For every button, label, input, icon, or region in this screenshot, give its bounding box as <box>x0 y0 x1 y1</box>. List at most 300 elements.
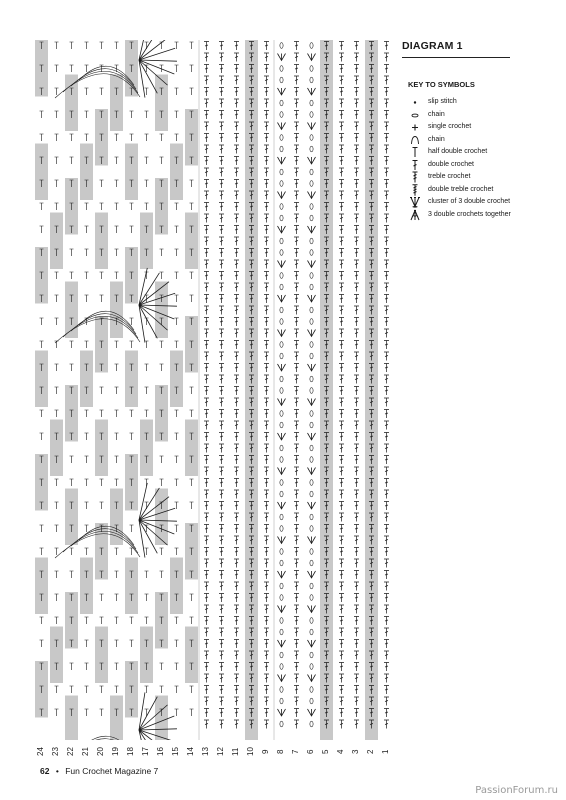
stitch-mark <box>145 571 149 578</box>
dc-mark <box>294 249 299 258</box>
dc-mark <box>264 513 269 522</box>
cluster-mark <box>308 261 316 268</box>
stitch-mark <box>175 617 179 624</box>
dc-mark <box>234 364 239 373</box>
dc-mark <box>384 318 389 327</box>
dc-mark <box>234 283 239 292</box>
stitch-mark <box>190 617 194 624</box>
stitch-mark <box>100 387 104 394</box>
dc-mark <box>354 42 359 51</box>
stitch-mark <box>70 272 74 279</box>
dc-mark <box>204 283 209 292</box>
cluster-mark <box>278 364 286 371</box>
row-number: 13 <box>201 747 210 757</box>
dc-mark <box>339 594 344 603</box>
stitch-mark <box>55 364 59 371</box>
dc-mark <box>294 76 299 85</box>
dc-mark <box>219 65 224 74</box>
dc-mark <box>264 640 269 649</box>
stitch-mark <box>55 617 59 624</box>
dc-mark <box>204 456 209 465</box>
row-number: 2 <box>366 749 375 755</box>
dc-mark <box>294 168 299 177</box>
dc-mark <box>264 145 269 154</box>
stitch-mark <box>85 42 89 49</box>
chain-mark <box>310 560 313 566</box>
dc-mark <box>354 456 359 465</box>
stitch-mark <box>55 571 59 578</box>
dc-mark <box>339 605 344 614</box>
cluster-mark <box>278 226 286 233</box>
dc-mark <box>264 157 269 166</box>
chain-mark <box>310 112 313 118</box>
stitch-mark <box>100 479 104 486</box>
dc-mark <box>339 709 344 718</box>
dc-mark <box>354 237 359 246</box>
key-label: chain <box>428 135 445 143</box>
dc-mark <box>294 134 299 143</box>
stitch-mark <box>115 571 119 578</box>
stitch-mark <box>190 479 194 486</box>
dc-mark <box>354 548 359 557</box>
stitch-mark <box>160 548 164 555</box>
row-number: 24 <box>36 747 45 757</box>
stitch-mark <box>55 65 59 72</box>
dc-mark <box>354 226 359 235</box>
dc-mark <box>384 203 389 212</box>
cluster-mark <box>278 261 286 268</box>
dc-mark <box>339 479 344 488</box>
stitch-mark <box>130 525 134 532</box>
row-number: 21 <box>81 747 90 757</box>
dc-mark <box>264 502 269 511</box>
stitch-mark <box>85 663 89 670</box>
dc-mark <box>339 582 344 591</box>
cluster-mark <box>308 640 316 647</box>
dc-mark <box>384 651 389 660</box>
cluster-mark <box>308 433 316 440</box>
dc-mark <box>294 329 299 338</box>
dc-mark <box>384 502 389 511</box>
dc-mark <box>294 456 299 465</box>
dc-mark <box>294 111 299 120</box>
dc-mark <box>204 111 209 120</box>
stitch-mark <box>55 180 59 187</box>
stitch-mark <box>115 42 119 49</box>
chain-mark <box>310 583 313 589</box>
dc-mark <box>204 605 209 614</box>
dc-mark <box>204 168 209 177</box>
dc-mark <box>384 352 389 361</box>
row-number: 23 <box>51 747 60 757</box>
dc-mark <box>219 260 224 269</box>
dc-mark <box>219 76 224 85</box>
dc-mark <box>384 122 389 131</box>
dc-mark <box>354 249 359 258</box>
dc-mark <box>339 571 344 580</box>
stitch-mark <box>70 364 74 371</box>
stitch-mark <box>145 617 149 624</box>
stitch-mark <box>40 111 44 118</box>
chain-mark <box>280 721 283 727</box>
dc-mark <box>384 237 389 246</box>
stitch-mark <box>115 686 119 693</box>
dc-mark <box>339 513 344 522</box>
stitch-mark <box>115 617 119 624</box>
stitch-mark <box>115 272 119 279</box>
stitch-mark <box>40 410 44 417</box>
key-item-3dc-together <box>402 209 522 222</box>
stitch-mark <box>85 502 89 509</box>
dc-mark <box>204 548 209 557</box>
stitch-mark <box>190 410 194 417</box>
dc-mark <box>219 42 224 51</box>
dc-mark <box>294 628 299 637</box>
stitch-mark <box>190 42 194 49</box>
dc-mark <box>384 375 389 384</box>
dc-mark <box>384 53 389 62</box>
key-item-single-crochet <box>402 121 522 134</box>
dc-mark <box>264 249 269 258</box>
dc-mark <box>384 605 389 614</box>
chain-mark <box>280 411 283 417</box>
stitch-mark <box>115 594 119 601</box>
dc-mark <box>264 479 269 488</box>
dc-mark <box>384 341 389 350</box>
stitch-mark <box>145 686 149 693</box>
dc-mark <box>354 559 359 568</box>
chain-mark <box>310 445 313 451</box>
stitch-mark <box>145 203 149 210</box>
dc-mark <box>219 674 224 683</box>
dc-mark <box>354 640 359 649</box>
dc-mark <box>234 709 239 718</box>
cluster-mark <box>278 399 286 406</box>
dc-mark <box>264 260 269 269</box>
stitch-mark <box>175 134 179 141</box>
dc-mark <box>234 479 239 488</box>
dc-mark <box>384 697 389 706</box>
dc-mark <box>204 203 209 212</box>
dc-mark <box>234 421 239 430</box>
dc-mark <box>264 99 269 108</box>
dc-mark <box>234 260 239 269</box>
dc-mark <box>264 318 269 327</box>
dc-mark <box>219 421 224 430</box>
dc-mark <box>339 628 344 637</box>
chain-mark <box>280 112 283 118</box>
dc-mark <box>384 640 389 649</box>
stitch-mark <box>85 295 89 302</box>
dc-mark <box>219 479 224 488</box>
dc-mark <box>339 42 344 51</box>
dc-mark <box>294 88 299 97</box>
dc-mark <box>234 203 239 212</box>
dc-mark <box>204 318 209 327</box>
chain-mark <box>280 652 283 658</box>
dc-mark <box>354 272 359 281</box>
diagram-title: DIAGRAM 1 <box>402 40 463 52</box>
chain-loop <box>71 739 136 740</box>
chain-mark <box>280 698 283 704</box>
cluster-mark <box>278 88 286 95</box>
dc-mark <box>264 341 269 350</box>
stitch-mark <box>55 387 59 394</box>
stitch-mark <box>115 341 119 348</box>
stitch-mark <box>55 157 59 164</box>
chain-mark <box>280 250 283 256</box>
dc-mark <box>354 99 359 108</box>
dc-mark <box>204 490 209 499</box>
dc-mark <box>354 180 359 189</box>
dc-mark <box>204 157 209 166</box>
dc-mark <box>219 663 224 672</box>
dc-mark <box>264 387 269 396</box>
cluster-mark <box>278 433 286 440</box>
key-label: half double crochet <box>428 148 488 155</box>
dc-mark <box>294 433 299 442</box>
row-number: 19 <box>111 747 120 757</box>
stitch-mark <box>85 249 89 256</box>
dc-mark <box>294 398 299 407</box>
dc-mark <box>234 513 239 522</box>
cluster-mark <box>278 330 286 337</box>
dc-mark <box>339 88 344 97</box>
stitch-mark <box>85 111 89 118</box>
footer-bullet: • <box>55 766 59 776</box>
dc-mark <box>219 168 224 177</box>
dc-mark <box>384 674 389 683</box>
dc-mark <box>219 249 224 258</box>
dc-mark <box>354 111 359 120</box>
dc-mark <box>264 697 269 706</box>
dc-mark <box>354 479 359 488</box>
chain-mark <box>280 100 283 106</box>
stitch-mark <box>55 479 59 486</box>
cluster-3dc-icon <box>408 196 422 209</box>
chain-mark <box>310 664 313 670</box>
key-label: treble crochet <box>428 173 471 180</box>
stitch-mark <box>130 203 134 210</box>
cluster-mark <box>308 192 316 199</box>
dc-mark <box>354 122 359 131</box>
dc-mark <box>219 536 224 545</box>
dc-mark <box>234 42 239 51</box>
dc-mark <box>339 617 344 626</box>
dc-mark <box>354 53 359 62</box>
dc-mark <box>384 628 389 637</box>
fan-stitch <box>139 48 175 60</box>
dc-mark <box>264 490 269 499</box>
stitch-mark <box>175 663 179 670</box>
dc-mark <box>294 283 299 292</box>
dc-mark <box>294 214 299 223</box>
stitch-mark <box>85 525 89 532</box>
dc-mark <box>219 283 224 292</box>
dc-mark <box>264 191 269 200</box>
stitch-mark <box>55 525 59 532</box>
dc-mark <box>219 594 224 603</box>
stitch-mark <box>55 295 59 302</box>
dc-mark <box>384 433 389 442</box>
dc-mark <box>264 444 269 453</box>
stitch-mark <box>85 709 89 716</box>
dc-mark <box>234 111 239 120</box>
dc-mark <box>339 651 344 660</box>
dc-mark <box>204 191 209 200</box>
dc-mark <box>219 697 224 706</box>
dc-mark <box>264 306 269 315</box>
dc-mark <box>384 709 389 718</box>
dc-mark <box>339 410 344 419</box>
dc-mark <box>339 157 344 166</box>
key-label: double treble crochet <box>428 185 494 193</box>
dc-mark <box>234 341 239 350</box>
row-number: 8 <box>276 749 285 755</box>
dc-mark <box>219 145 224 154</box>
dc-mark <box>384 295 389 304</box>
dc-mark <box>294 180 299 189</box>
dc-mark <box>294 65 299 74</box>
chain-mark <box>280 319 283 325</box>
dc-mark <box>264 467 269 476</box>
cluster-mark <box>308 157 316 164</box>
dc-mark <box>339 559 344 568</box>
stitch-mark <box>130 410 134 417</box>
dc-mark <box>264 663 269 672</box>
dc-mark <box>264 42 269 51</box>
dc-mark <box>204 467 209 476</box>
dc-mark <box>264 433 269 442</box>
dc-mark <box>384 398 389 407</box>
dc-mark <box>204 65 209 74</box>
dc-mark <box>204 628 209 637</box>
stitch-mark <box>55 548 59 555</box>
dc-mark <box>204 697 209 706</box>
stitch-mark <box>190 88 194 95</box>
chain-mark <box>280 629 283 635</box>
stitch-mark <box>145 111 149 118</box>
stitch-mark <box>115 663 119 670</box>
stitch-mark <box>145 180 149 187</box>
dc-mark <box>354 663 359 672</box>
chain-mark <box>280 549 283 555</box>
stitch-mark <box>100 180 104 187</box>
dc-mark <box>234 398 239 407</box>
dc-mark <box>339 525 344 534</box>
dc-mark <box>219 122 224 131</box>
dc-mark <box>294 651 299 660</box>
dc-mark <box>354 157 359 166</box>
stitch-mark <box>130 433 134 440</box>
dc-mark <box>354 145 359 154</box>
stitch-mark <box>100 617 104 624</box>
stitch-mark <box>175 709 179 716</box>
dc-mark <box>234 559 239 568</box>
cluster-mark <box>278 606 286 613</box>
dc-mark <box>354 352 359 361</box>
dc-mark <box>234 467 239 476</box>
stitch-mark <box>175 410 179 417</box>
stitch-mark <box>175 525 179 532</box>
dc-mark <box>264 617 269 626</box>
dc-mark <box>204 709 209 718</box>
dc-mark <box>204 571 209 580</box>
dc-mark <box>234 628 239 637</box>
stitch-mark <box>130 318 134 325</box>
stitch-mark <box>175 456 179 463</box>
dc-mark <box>354 306 359 315</box>
dc-mark <box>264 226 269 235</box>
stitch-mark <box>145 387 149 394</box>
dc-mark <box>234 686 239 695</box>
chain-mark <box>310 204 313 210</box>
stitch-mark <box>55 134 59 141</box>
dc-mark <box>294 99 299 108</box>
stitch-mark <box>160 686 164 693</box>
key-item-slip-stitch <box>402 96 522 109</box>
single-crochet-icon <box>408 121 422 134</box>
dc-mark <box>354 513 359 522</box>
chain-mark <box>310 342 313 348</box>
dc-mark <box>384 467 389 476</box>
chain-mark <box>280 146 283 152</box>
dc-mark <box>219 709 224 718</box>
dc-mark <box>219 111 224 120</box>
chain-mark <box>280 687 283 693</box>
dc-mark <box>204 53 209 62</box>
dc-mark <box>384 157 389 166</box>
dc-mark <box>339 134 344 143</box>
dc-mark <box>219 318 224 327</box>
stitch-mark <box>190 594 194 601</box>
dc-mark <box>234 720 239 729</box>
stitch-mark <box>115 548 119 555</box>
key-label: chain <box>428 110 445 118</box>
double-crochet-icon <box>408 159 422 172</box>
dc-mark <box>354 617 359 626</box>
dc-mark <box>294 536 299 545</box>
dc-mark <box>354 387 359 396</box>
cluster-mark <box>308 537 316 544</box>
chain-mark <box>310 618 313 624</box>
dc-mark <box>384 249 389 258</box>
stitch-mark <box>85 272 89 279</box>
stitch-mark <box>70 548 74 555</box>
stitch-mark <box>130 111 134 118</box>
chain-mark <box>280 388 283 394</box>
stitch-mark <box>175 111 179 118</box>
dc-mark <box>264 628 269 637</box>
dc-mark <box>219 605 224 614</box>
dc-mark <box>264 398 269 407</box>
dc-mark <box>339 674 344 683</box>
dc-mark <box>384 134 389 143</box>
dc-mark <box>264 329 269 338</box>
chain-mark <box>280 284 283 290</box>
dc-mark <box>264 582 269 591</box>
dc-mark <box>219 410 224 419</box>
key-label: double crochet <box>428 160 474 168</box>
watermark: PassionForum.ru <box>475 785 558 796</box>
stitch-mark <box>175 502 179 509</box>
dc-mark <box>384 306 389 315</box>
dc-mark <box>234 134 239 143</box>
dc-mark <box>294 605 299 614</box>
stitch-mark <box>85 548 89 555</box>
dc-mark <box>354 536 359 545</box>
dc-mark <box>204 214 209 223</box>
